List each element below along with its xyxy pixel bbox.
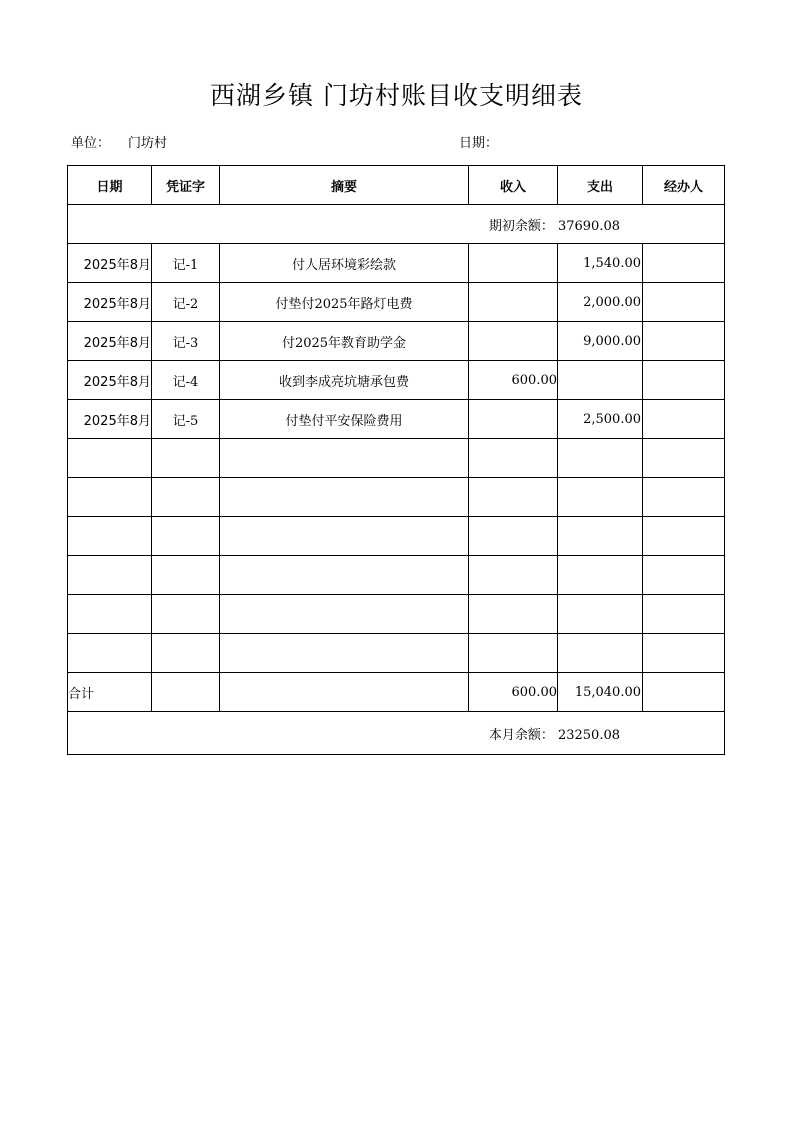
- page-title: 西湖乡镇 门坊村账目收支明细表: [210, 81, 583, 110]
- cell-voucher: 记-1: [152, 244, 220, 283]
- cell-date: 2025年8月: [68, 283, 152, 322]
- header-expense: 支出: [558, 166, 643, 205]
- empty-cell: [68, 556, 152, 595]
- empty-cell: [643, 517, 725, 556]
- header-handler: 经办人: [643, 166, 725, 205]
- cell-handler: [643, 244, 725, 283]
- header-income: 收入: [469, 166, 558, 205]
- empty-cell: [643, 673, 725, 712]
- date-label: 日期：: [459, 136, 499, 151]
- cell-date: 2025年8月: [68, 361, 152, 400]
- empty-cell: [469, 439, 558, 478]
- cell-summary: 付垫付平安保险费用: [220, 400, 469, 439]
- total-label: 合计: [68, 673, 152, 712]
- empty-cell: [68, 439, 152, 478]
- header-date: 日期: [68, 166, 152, 205]
- empty-cell: [643, 595, 725, 634]
- opening-balance: 期初余额： 37690.08: [68, 205, 725, 244]
- empty-cell: [220, 517, 469, 556]
- table-row: [68, 322, 725, 361]
- empty-cell: [152, 673, 220, 712]
- empty-row: [68, 517, 725, 556]
- empty-row: [68, 556, 725, 595]
- empty-cell: [220, 556, 469, 595]
- cell-expense: 9,000.00: [558, 322, 643, 361]
- cell-expense: [558, 361, 643, 400]
- cell-date: 2025年8月: [68, 322, 152, 361]
- empty-row: [68, 634, 725, 673]
- cell-expense: 1,540.00: [558, 244, 643, 283]
- empty-cell: [558, 634, 643, 673]
- unit-value: 门坊村: [128, 136, 168, 151]
- empty-cell: [643, 634, 725, 673]
- opening-balance-row: [68, 205, 725, 244]
- empty-cell: [68, 517, 152, 556]
- cell-income: 600.00: [469, 361, 558, 400]
- empty-cell: [220, 634, 469, 673]
- empty-cell: [68, 595, 152, 634]
- total-row: [68, 673, 725, 712]
- table-row: [68, 283, 725, 322]
- empty-cell: [558, 478, 643, 517]
- empty-row: [68, 439, 725, 478]
- total-income: 600.00: [469, 673, 558, 712]
- empty-cell: [152, 478, 220, 517]
- empty-cell: [469, 478, 558, 517]
- empty-cell: [558, 517, 643, 556]
- empty-cell: [643, 439, 725, 478]
- table-row: [68, 361, 725, 400]
- unit-label: 单位：: [71, 136, 111, 151]
- empty-cell: [220, 478, 469, 517]
- cell-handler: [643, 322, 725, 361]
- empty-row: [68, 595, 725, 634]
- table-row: [68, 244, 725, 283]
- cell-voucher: 记-3: [152, 322, 220, 361]
- empty-cell: [220, 595, 469, 634]
- cell-handler: [643, 361, 725, 400]
- cell-income: [469, 400, 558, 439]
- empty-cell: [152, 517, 220, 556]
- cell-voucher: 记-5: [152, 400, 220, 439]
- table-row: [68, 400, 725, 439]
- empty-cell: [152, 595, 220, 634]
- empty-cell: [68, 634, 152, 673]
- cell-income: [469, 283, 558, 322]
- closing-balance-row: [68, 712, 725, 755]
- empty-row: [68, 478, 725, 517]
- empty-cell: [643, 478, 725, 517]
- closing-balance: 本月余额： 23250.08: [68, 712, 725, 755]
- empty-cell: [558, 556, 643, 595]
- empty-cell: [469, 595, 558, 634]
- cell-income: [469, 244, 558, 283]
- cell-summary: 付垫付2025年路灯电费: [220, 283, 469, 322]
- empty-cell: [68, 478, 152, 517]
- empty-cell: [152, 556, 220, 595]
- empty-cell: [220, 673, 469, 712]
- cell-voucher: 记-4: [152, 361, 220, 400]
- cell-date: 2025年8月: [68, 400, 152, 439]
- cell-summary: 付2025年教育助学金: [220, 322, 469, 361]
- empty-cell: [152, 439, 220, 478]
- header-row: [68, 166, 725, 205]
- empty-cell: [558, 595, 643, 634]
- cell-date: 2025年8月: [68, 244, 152, 283]
- empty-cell: [558, 439, 643, 478]
- empty-cell: [469, 517, 558, 556]
- header-summary: 摘要: [220, 166, 469, 205]
- total-expense: 15,040.00: [558, 673, 643, 712]
- cell-summary: 付人居环境彩绘款: [220, 244, 469, 283]
- cell-income: [469, 322, 558, 361]
- header-voucher: 凭证字: [152, 166, 220, 205]
- cell-expense: 2,000.00: [558, 283, 643, 322]
- cell-summary: 收到李成亮坑塘承包费: [220, 361, 469, 400]
- empty-cell: [220, 439, 469, 478]
- empty-cell: [469, 634, 558, 673]
- cell-handler: [643, 283, 725, 322]
- ledger-table: [67, 165, 725, 755]
- cell-expense: 2,500.00: [558, 400, 643, 439]
- empty-cell: [152, 634, 220, 673]
- cell-handler: [643, 400, 725, 439]
- empty-cell: [643, 556, 725, 595]
- cell-voucher: 记-2: [152, 283, 220, 322]
- empty-cell: [469, 556, 558, 595]
